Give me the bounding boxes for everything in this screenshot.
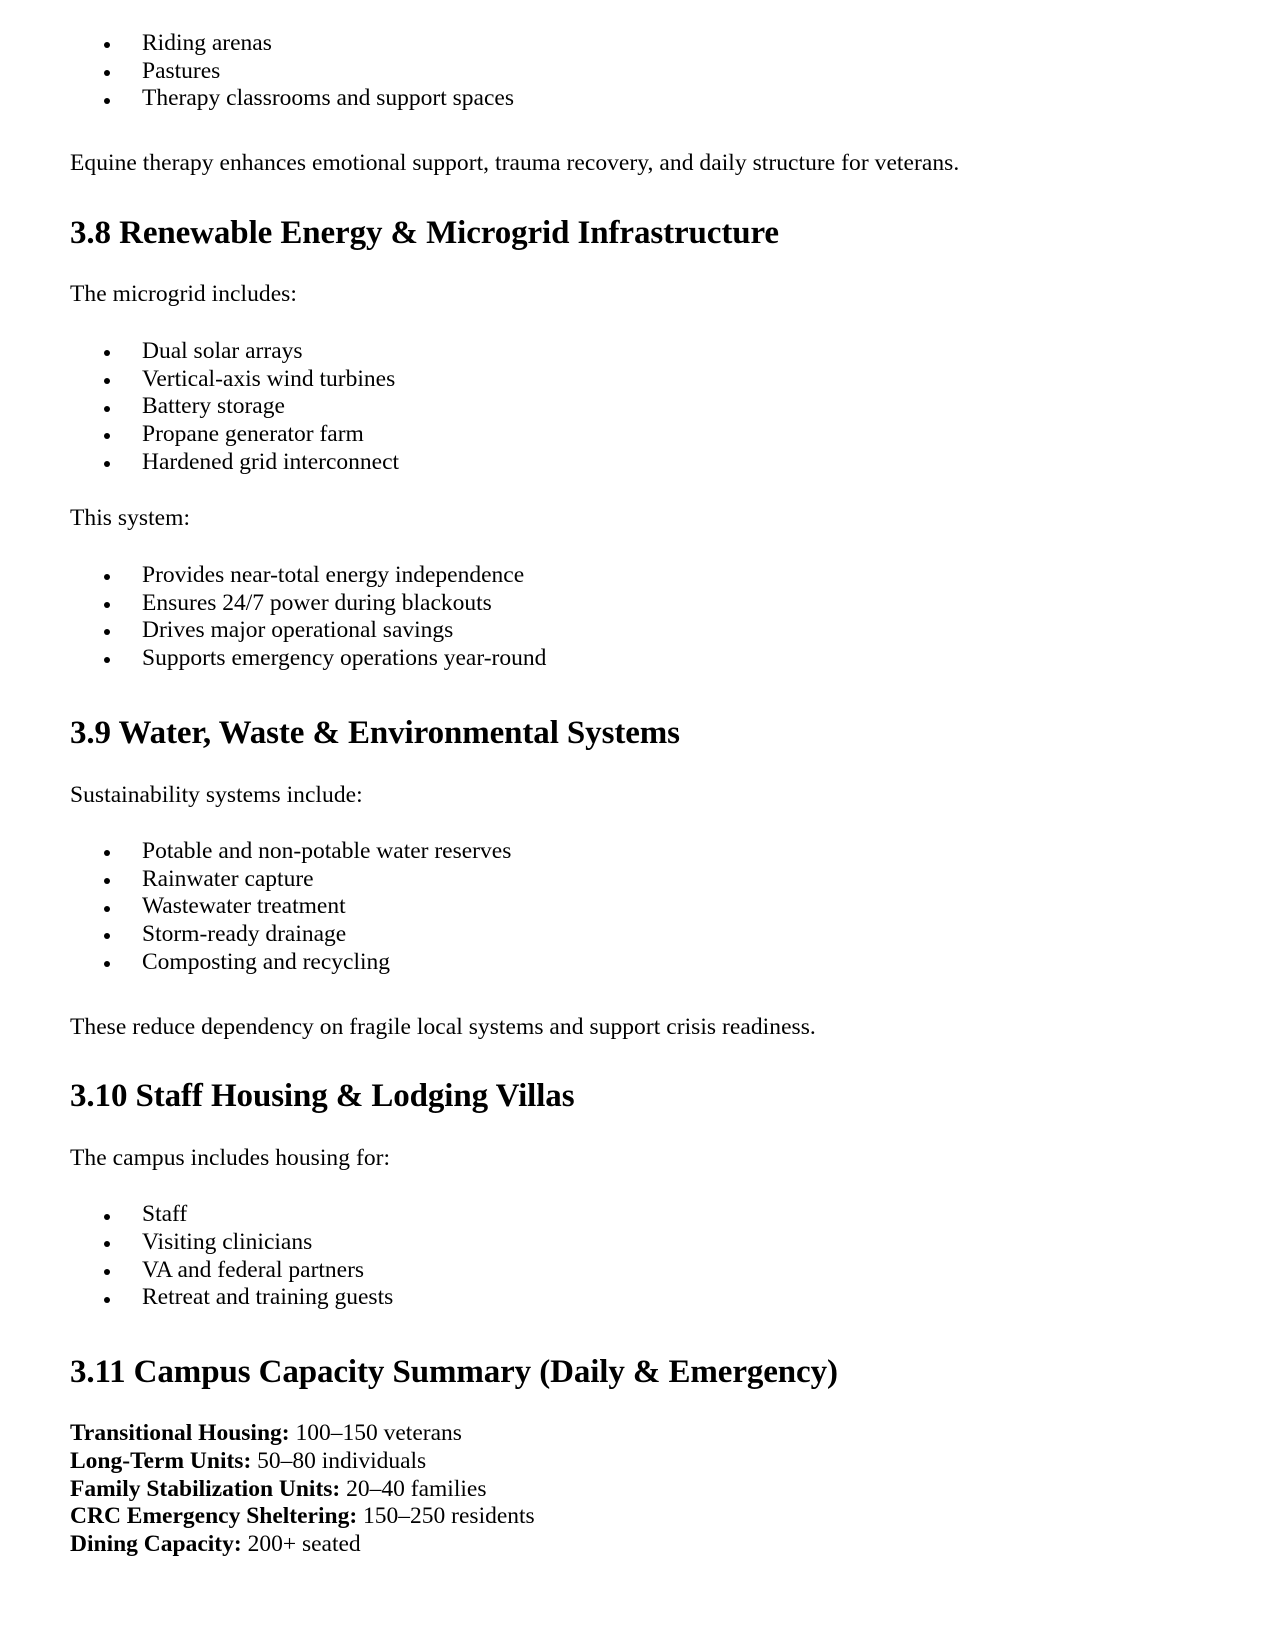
list-item-label: Retreat and training guests [142, 1284, 394, 1311]
capacity-label: CRC Emergency Sheltering: [70, 1503, 358, 1530]
bullet-dot-icon [104, 574, 110, 580]
bullet-dot-icon [104, 850, 110, 856]
bullet-dot-icon [104, 657, 110, 663]
system-benefits-list [70, 562, 1205, 673]
list-item-label: Supports emergency operations year-round [142, 644, 547, 671]
bullet-dot-icon [104, 1297, 110, 1303]
list-item [70, 449, 1205, 477]
capacity-row [70, 1531, 1205, 1559]
section-heading-3-9: 3.9 Water, Waste & Environmental Systems [70, 714, 680, 751]
capacity-value: 100–150 veterans [295, 1420, 462, 1447]
list-item [70, 866, 1205, 894]
capacity-label: Family Stabilization Units: [70, 1475, 341, 1502]
capacity-value: 200+ seated [247, 1530, 361, 1557]
page-content [70, 0, 1205, 1559]
list-item-label: Potable and non-potable water reserves [142, 838, 512, 864]
bullet-dot-icon [104, 878, 110, 884]
list-item [70, 1257, 1205, 1285]
capacity-row [70, 1448, 1205, 1476]
list-item [70, 1229, 1205, 1257]
list-item [70, 393, 1205, 421]
sustainability-intro-paragraph: Sustainability systems include: [70, 781, 363, 808]
list-item [70, 58, 1205, 86]
list-item-label: Dual solar arrays [142, 337, 303, 364]
list-item [70, 421, 1205, 449]
list-item [70, 1201, 1205, 1229]
list-item-label: Ensures 24/7 power during blackouts [142, 589, 492, 616]
list-item-label: Drives major operational savings [142, 617, 454, 644]
list-item-label: Riding arenas [142, 30, 272, 56]
bullet-dot-icon [104, 629, 110, 635]
list-item [70, 338, 1205, 366]
capacity-value: 150–250 residents [363, 1503, 535, 1530]
capacity-label: Transitional Housing: [70, 1420, 290, 1447]
bullet-dot-icon [104, 933, 110, 939]
microgrid-components-list [70, 338, 1205, 477]
bullet-dot-icon [104, 1241, 110, 1247]
equine-summary-paragraph: Equine therapy enhances emotional support, trauma recovery, and daily structure for veterans. [70, 150, 960, 177]
bullet-dot-icon [104, 906, 110, 912]
equine-facilities-list [70, 30, 1205, 113]
bullet-dot-icon [104, 98, 110, 104]
list-item-label: Visiting clinicians [142, 1229, 313, 1255]
capacity-row [70, 1503, 1205, 1531]
section-heading-3-10: 3.10 Staff Housing & Lodging Villas [70, 1077, 575, 1114]
list-item-label: Propane generator farm [142, 421, 364, 447]
list-item-label: Composting and recycling [142, 948, 391, 975]
housing-intro-paragraph: The campus includes housing for: [70, 1144, 391, 1171]
bullet-dot-icon [104, 350, 110, 356]
capacity-label: Dining Capacity: [70, 1530, 242, 1557]
list-item [70, 949, 1205, 977]
bullet-dot-icon [104, 1214, 110, 1220]
bullet-dot-icon [104, 406, 110, 412]
bullet-dot-icon [104, 1269, 110, 1275]
list-item [70, 590, 1205, 618]
bullet-dot-icon [104, 461, 110, 467]
list-item-label: Staff [142, 1201, 188, 1228]
capacity-value: 20–40 families [346, 1475, 487, 1502]
list-item [70, 645, 1205, 673]
system-intro-paragraph: This system: [70, 505, 191, 532]
capacity-row [70, 1476, 1205, 1504]
list-item-label: Battery storage [142, 393, 285, 420]
microgrid-intro-paragraph: The microgrid includes: [70, 281, 297, 308]
bullet-dot-icon [104, 378, 110, 384]
list-item-label: Storm-ready drainage [142, 921, 347, 948]
list-item [70, 1284, 1205, 1312]
list-item-label: Hardened grid interconnect [142, 448, 400, 475]
list-item [70, 366, 1205, 394]
list-item-label: Provides near-total energy independence [142, 561, 525, 588]
section-heading-3-11: 3.11 Campus Capacity Summary (Daily & Emergency) [70, 1354, 838, 1391]
list-item [70, 893, 1205, 921]
bullet-dot-icon [104, 70, 110, 76]
list-item [70, 838, 1205, 866]
list-item [70, 30, 1205, 58]
bullet-dot-icon [104, 42, 110, 48]
capacity-summary-block [70, 1420, 1205, 1559]
capacity-row [70, 1420, 1205, 1448]
list-item-label: VA and federal partners [142, 1256, 365, 1283]
list-item [70, 921, 1205, 949]
list-item-label: Vertical-axis wind turbines [142, 365, 396, 392]
bullet-dot-icon [104, 433, 110, 439]
capacity-value: 50–80 individuals [257, 1447, 427, 1474]
sustainability-closing-paragraph: These reduce dependency on fragile local systems and support crisis readiness. [70, 1013, 816, 1040]
list-item [70, 617, 1205, 645]
housing-occupants-list [70, 1201, 1205, 1312]
section-heading-3-8: 3.8 Renewable Energy & Microgrid Infrastructure [70, 214, 779, 251]
list-item-label: Therapy classrooms and support spaces [142, 85, 514, 112]
list-item-label: Pastures [142, 57, 221, 84]
list-item-label: Rainwater capture [142, 865, 314, 892]
list-item [70, 85, 1205, 113]
bullet-dot-icon [104, 602, 110, 608]
list-item [70, 562, 1205, 590]
bullet-dot-icon [104, 961, 110, 967]
sustainability-systems-list [70, 838, 1205, 977]
list-item-label: Wastewater treatment [142, 893, 346, 920]
capacity-label: Long-Term Units: [70, 1447, 252, 1474]
